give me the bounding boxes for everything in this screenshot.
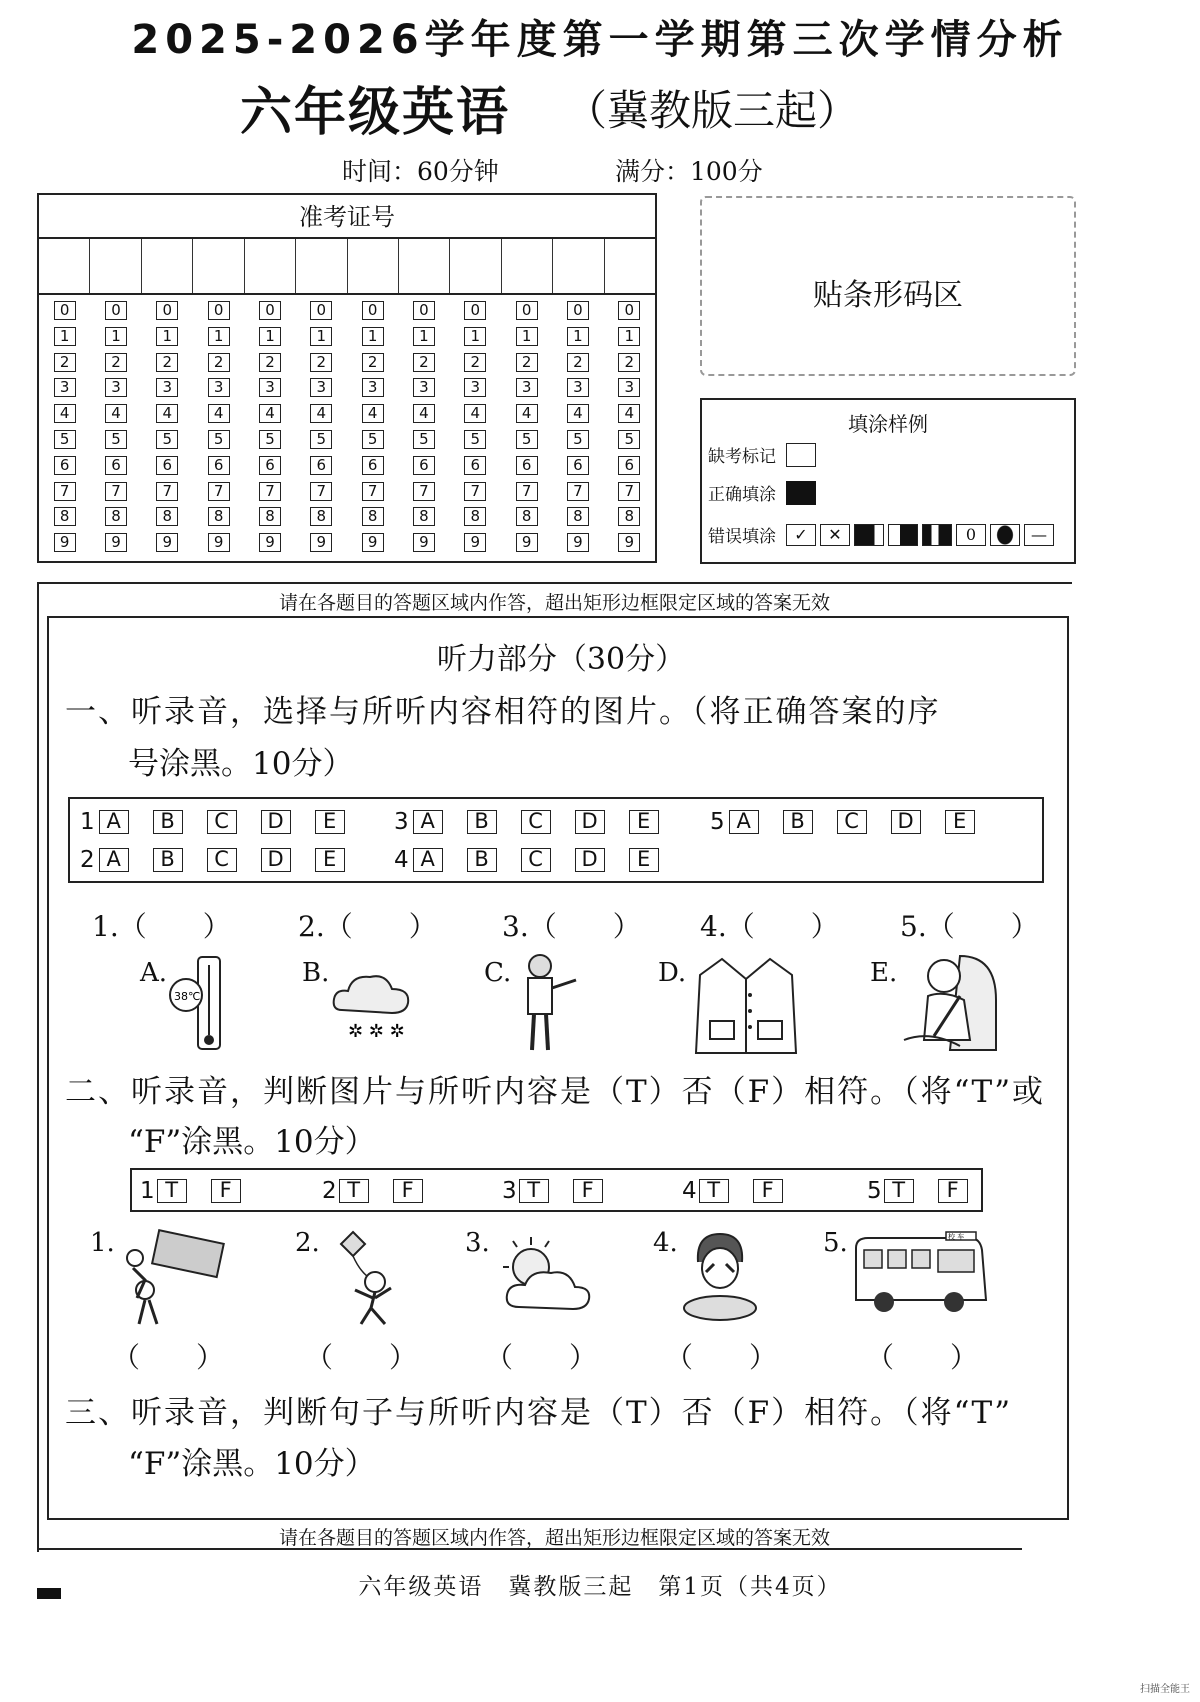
q1-option-bubble[interactable]: E xyxy=(629,810,659,834)
q1-answer-row xyxy=(710,809,999,835)
ticket-digit-bubble[interactable]: 9 xyxy=(259,533,281,552)
ticket-digit-bubble[interactable]: 6 xyxy=(208,456,230,475)
ticket-write-cell[interactable] xyxy=(502,239,553,293)
sun-cloud-picture xyxy=(495,1235,593,1317)
ticket-digit-bubble[interactable]: 4 xyxy=(567,404,589,423)
svg-text:✲ ✲ ✲: ✲ ✲ ✲ xyxy=(348,1021,405,1042)
q2-tf-bubble[interactable]: F xyxy=(753,1179,783,1203)
exam-title: 2025-2026学年度第一学期第三次学情分析 xyxy=(131,17,1069,63)
q1-item-number: 1 xyxy=(80,809,95,835)
ticket-write-cell[interactable] xyxy=(245,239,296,293)
q1-title-cont: 号涂黑。10分） xyxy=(128,746,354,782)
q2-title: 二、听录音，判断图片与所听内容是（T）否（F）相符。（将“T”或 xyxy=(65,1074,1046,1110)
ticket-digit-bubble[interactable]: 0 xyxy=(516,301,538,320)
q1-option-bubble[interactable]: C xyxy=(207,848,237,872)
line-mark-icon: — xyxy=(1024,524,1054,546)
watermark-label: 扫描全能王 xyxy=(1140,1684,1190,1695)
ticket-digit-bubble[interactable]: 3 xyxy=(105,378,127,397)
ticket-digit-bubble[interactable]: 3 xyxy=(618,378,640,397)
q1-item-number: 2 xyxy=(80,847,95,873)
ticket-digit-bubble[interactable]: 2 xyxy=(362,353,384,372)
ticket-digit-bubble[interactable]: 5 xyxy=(156,430,178,449)
ticket-digit-column xyxy=(39,301,90,559)
ticket-digit-bubble[interactable]: 7 xyxy=(464,482,486,501)
q1-option-bubble[interactable]: A xyxy=(729,810,759,834)
ticket-digit-bubble[interactable]: 1 xyxy=(105,327,127,346)
ticket-digit-bubble[interactable]: 7 xyxy=(54,482,76,501)
ticket-digit-bubble[interactable]: 6 xyxy=(516,456,538,475)
ticket-digit-bubble[interactable]: 9 xyxy=(54,533,76,552)
ticket-write-cell[interactable] xyxy=(39,239,90,293)
ticket-digit-bubble[interactable]: 1 xyxy=(54,327,76,346)
ticket-digit-bubble[interactable]: 0 xyxy=(259,301,281,320)
ticket-write-cell[interactable] xyxy=(450,239,501,293)
ticket-digit-bubble[interactable]: 1 xyxy=(413,327,435,346)
ticket-digit-bubble[interactable]: 6 xyxy=(259,456,281,475)
q2-item-number: 5 xyxy=(867,1178,882,1204)
q1-picture-label: B. xyxy=(302,958,330,988)
ticket-digit-bubble[interactable]: 5 xyxy=(208,430,230,449)
q1-option-bubble[interactable]: D xyxy=(261,810,291,834)
ticket-digit-bubble[interactable]: 8 xyxy=(310,507,332,526)
ticket-digit-bubble[interactable]: 2 xyxy=(259,353,281,372)
thermometer-text: 38℃ xyxy=(174,990,201,1003)
ticket-digit-column xyxy=(193,301,244,559)
ticket-digit-column xyxy=(142,301,193,559)
ticket-digit-bubble[interactable]: 3 xyxy=(310,378,332,397)
ticket-digit-bubble[interactable]: 0 xyxy=(105,301,127,320)
ticket-digit-bubble[interactable]: 8 xyxy=(259,507,281,526)
score-label: 满分：100分 xyxy=(615,157,763,186)
q1-picture-label: D. xyxy=(658,958,687,988)
ticket-digit-column xyxy=(604,301,655,559)
ticket-digit-bubble[interactable]: 4 xyxy=(259,404,281,423)
q2-item-number: 3 xyxy=(502,1178,517,1204)
ticket-digit-bubble[interactable]: 9 xyxy=(516,533,538,552)
ticket-digit-bubble[interactable]: 9 xyxy=(618,533,640,552)
q2-tf-bubble[interactable]: F xyxy=(938,1179,968,1203)
q1-option-bubble[interactable]: B xyxy=(153,810,183,834)
ticket-digit-bubble[interactable]: 6 xyxy=(618,456,640,475)
ticket-digit-bubble[interactable]: 6 xyxy=(54,456,76,475)
q1-option-bubble[interactable]: A xyxy=(413,848,443,872)
ticket-digit-bubble[interactable]: 5 xyxy=(362,430,384,449)
q2-answer-row xyxy=(140,1178,265,1204)
ticket-digit-bubble[interactable]: 6 xyxy=(310,456,332,475)
oval-mark-icon: 0 xyxy=(956,524,986,546)
ellipse-fill-icon xyxy=(990,524,1020,546)
ticket-digit-bubble[interactable]: 3 xyxy=(567,378,589,397)
ticket-digit-bubble[interactable]: 5 xyxy=(464,430,486,449)
ticket-digit-bubble[interactable]: 1 xyxy=(208,327,230,346)
half-fill-icon xyxy=(888,524,918,546)
q2-answer-box xyxy=(130,1168,983,1212)
ticket-digit-bubble[interactable]: 4 xyxy=(310,404,332,423)
boy-pointing-picture xyxy=(512,950,582,1060)
washing-face-picture xyxy=(680,1228,760,1328)
q1-option-bubble[interactable]: D xyxy=(891,810,921,834)
ticket-digit-bubble[interactable]: 0 xyxy=(54,301,76,320)
ticket-digit-bubble[interactable]: 5 xyxy=(105,430,127,449)
ticket-digit-bubble[interactable]: 4 xyxy=(105,404,127,423)
q2-tf-bubble[interactable]: F xyxy=(573,1179,603,1203)
listening-heading: 听力部分（30分） xyxy=(436,642,686,677)
ticket-digit-bubble[interactable]: 5 xyxy=(259,430,281,449)
ticket-digit-bubble[interactable]: 2 xyxy=(105,353,127,372)
ticket-digit-bubble[interactable]: 6 xyxy=(362,456,384,475)
ticket-digit-bubble[interactable]: 1 xyxy=(362,327,384,346)
ticket-digit-bubble[interactable]: 3 xyxy=(516,378,538,397)
q1-option-bubble[interactable]: A xyxy=(413,810,443,834)
q2-answer-blank[interactable]: （ ） xyxy=(866,1341,979,1374)
q2-picture-number: 1. xyxy=(90,1228,115,1258)
q1-option-bubble[interactable]: E xyxy=(629,848,659,872)
answer-notice-bottom: 请在各题目的答题区域内作答，超出矩形边框限定区域的答案无效 xyxy=(278,1527,830,1549)
ticket-digit-bubble[interactable]: 0 xyxy=(618,301,640,320)
q2-picture-number: 5. xyxy=(823,1228,848,1258)
q1-answer-blank[interactable]: 2.（ ） xyxy=(298,910,437,943)
ticket-digit-bubble[interactable]: 6 xyxy=(156,456,178,475)
ticket-digit-bubble[interactable]: 8 xyxy=(516,507,538,526)
sample-title: 填涂样例 xyxy=(848,412,928,436)
ticket-digit-bubble[interactable]: 2 xyxy=(208,353,230,372)
q1-option-bubble[interactable]: D xyxy=(575,848,605,872)
check-mark-icon: ✓ xyxy=(786,524,816,546)
snow-cloud-picture xyxy=(330,965,414,1045)
ticket-digit-column xyxy=(296,301,347,559)
q2-answer-row xyxy=(322,1178,447,1204)
ticket-digit-bubble[interactable]: 3 xyxy=(156,378,178,397)
q2-answer-row xyxy=(682,1178,807,1204)
q1-option-bubble[interactable]: B xyxy=(467,810,497,834)
ticket-digit-bubble[interactable]: 8 xyxy=(618,507,640,526)
ticket-digit-bubble[interactable]: 8 xyxy=(362,507,384,526)
q2-title-cont: “F”涂黑。10分） xyxy=(128,1124,376,1160)
ticket-digit-bubble[interactable]: 3 xyxy=(413,378,435,397)
ticket-digit-bubble[interactable]: 5 xyxy=(567,430,589,449)
q1-option-bubble[interactable]: C xyxy=(521,848,551,872)
ticket-digit-bubble[interactable]: 4 xyxy=(464,404,486,423)
q2-picture-number: 4. xyxy=(653,1228,678,1258)
q2-tf-bubble[interactable]: T xyxy=(519,1179,549,1203)
q1-answer-row xyxy=(394,809,683,835)
school-bus-picture xyxy=(850,1230,990,1320)
q1-answer-row xyxy=(80,847,369,873)
ticket-digit-bubble[interactable]: 0 xyxy=(208,301,230,320)
ticket-digit-bubble[interactable]: 7 xyxy=(208,482,230,501)
ticket-digit-bubble[interactable]: 9 xyxy=(208,533,230,552)
ticket-digit-bubble[interactable]: 9 xyxy=(156,533,178,552)
q3-title: 三、听录音，判断句子与所听内容是（T）否（F）相符。（将“T” xyxy=(65,1395,1013,1431)
ticket-label: 准考证号 xyxy=(39,195,655,239)
ticket-digit-bubble[interactable]: 8 xyxy=(105,507,127,526)
ticket-digit-bubble[interactable]: 0 xyxy=(567,301,589,320)
ticket-digit-bubble[interactable]: 2 xyxy=(156,353,178,372)
ticket-digit-bubble[interactable]: 2 xyxy=(310,353,332,372)
q2-tf-bubble[interactable]: T xyxy=(699,1179,729,1203)
q1-answer-blank[interactable]: 5.（ ） xyxy=(900,910,1039,943)
q2-item-number: 4 xyxy=(682,1178,697,1204)
q1-option-bubble[interactable]: D xyxy=(261,848,291,872)
ticket-write-cells xyxy=(39,239,655,295)
q1-option-bubble[interactable]: C xyxy=(207,810,237,834)
ticket-digit-bubble[interactable]: 1 xyxy=(567,327,589,346)
ticket-digit-bubble[interactable]: 8 xyxy=(208,507,230,526)
edition-label: （冀教版三起） xyxy=(565,86,860,135)
barcode-area xyxy=(700,196,1076,376)
ticket-digit-column xyxy=(398,301,449,559)
ticket-digit-bubble[interactable]: 2 xyxy=(567,353,589,372)
ticket-digit-bubble[interactable]: 3 xyxy=(362,378,384,397)
q3-title-cont: “F”涂黑。10分） xyxy=(128,1446,376,1482)
ticket-digit-bubble[interactable]: 8 xyxy=(54,507,76,526)
ticket-number-grid xyxy=(37,193,657,563)
ticket-digit-column xyxy=(347,301,398,559)
cardigan-picture xyxy=(692,955,800,1057)
q1-answer-box xyxy=(68,797,1044,883)
ticket-write-cell[interactable] xyxy=(142,239,193,293)
q1-option-bubble[interactable]: A xyxy=(99,848,129,872)
ticket-digit-bubble[interactable]: 6 xyxy=(413,456,435,475)
ticket-digit-bubble[interactable]: 3 xyxy=(464,378,486,397)
ticket-digit-column xyxy=(244,301,295,559)
ticket-write-cell[interactable] xyxy=(399,239,450,293)
q1-item-number: 4 xyxy=(394,847,409,873)
ticket-digit-bubble[interactable]: 9 xyxy=(413,533,435,552)
seatbelt-picture xyxy=(900,950,1000,1054)
ticket-digit-bubble[interactable]: 8 xyxy=(413,507,435,526)
ticket-digit-bubble[interactable]: 3 xyxy=(54,378,76,397)
answer-notice-top: 请在各题目的答题区域内作答，超出矩形边框限定区域的答案无效 xyxy=(278,592,830,614)
kids-playing-picture xyxy=(115,1228,227,1328)
q1-answer-blank[interactable]: 4.（ ） xyxy=(700,910,839,943)
q1-option-bubble[interactable]: E xyxy=(315,810,345,834)
q1-answer-row xyxy=(80,809,369,835)
ticket-digit-bubble[interactable]: 2 xyxy=(413,353,435,372)
ticket-digit-bubble[interactable]: 9 xyxy=(464,533,486,552)
ticket-digit-bubble[interactable]: 8 xyxy=(156,507,178,526)
ticket-digit-bubble[interactable]: 1 xyxy=(156,327,178,346)
ticket-digit-column xyxy=(90,301,141,559)
ticket-digit-bubble[interactable]: 5 xyxy=(618,430,640,449)
q2-tf-bubble[interactable]: T xyxy=(157,1179,187,1203)
bus-sign: 校 车 xyxy=(948,1233,965,1241)
thermometer-picture xyxy=(168,955,238,1055)
time-label: 时间：60分钟 xyxy=(342,157,499,186)
q1-picture-label: E. xyxy=(870,958,898,988)
ticket-digit-column xyxy=(552,301,603,559)
ticket-digit-bubble[interactable]: 7 xyxy=(310,482,332,501)
ticket-digit-bubble[interactable]: 1 xyxy=(516,327,538,346)
q1-item-number: 3 xyxy=(394,809,409,835)
barcode-label: 贴条形码区 xyxy=(813,278,963,313)
absent-label: 缺考标记 xyxy=(708,447,776,467)
ticket-digit-bubble[interactable]: 6 xyxy=(567,456,589,475)
q2-item-number: 2 xyxy=(322,1178,337,1204)
q1-answer-blank[interactable]: 3.（ ） xyxy=(502,910,641,943)
q2-item-number: 1 xyxy=(140,1178,155,1204)
ticket-digit-bubble[interactable]: 8 xyxy=(567,507,589,526)
ticket-digit-bubble[interactable]: 4 xyxy=(516,404,538,423)
ticket-digit-bubble[interactable]: 7 xyxy=(618,482,640,501)
q1-option-bubble[interactable]: C xyxy=(521,810,551,834)
ticket-write-cell[interactable] xyxy=(296,239,347,293)
wrong-label: 错误填涂 xyxy=(708,527,776,547)
ticket-digit-bubble[interactable]: 0 xyxy=(310,301,332,320)
q1-item-number: 5 xyxy=(710,809,725,835)
ticket-digit-bubble[interactable]: 8 xyxy=(464,507,486,526)
ticket-digit-bubble[interactable]: 2 xyxy=(618,353,640,372)
ticket-digit-bubble[interactable]: 1 xyxy=(464,327,486,346)
ticket-digit-bubble[interactable]: 7 xyxy=(105,482,127,501)
ticket-digit-bubble[interactable]: 4 xyxy=(156,404,178,423)
q1-answer-blank[interactable]: 1.（ ） xyxy=(92,910,231,943)
ticket-digit-bubble[interactable]: 4 xyxy=(413,404,435,423)
q2-answer-row xyxy=(502,1178,627,1204)
ticket-digit-bubble[interactable]: 7 xyxy=(156,482,178,501)
q2-answer-blank[interactable]: （ ） xyxy=(112,1341,225,1374)
ticket-digit-bubble[interactable]: 0 xyxy=(156,301,178,320)
q1-option-bubble[interactable]: D xyxy=(575,810,605,834)
ticket-digit-bubble[interactable]: 2 xyxy=(54,353,76,372)
q1-option-bubble[interactable]: E xyxy=(945,810,975,834)
q2-tf-bubble[interactable]: T xyxy=(339,1179,369,1203)
kite-picture xyxy=(325,1228,405,1328)
ticket-digit-bubble[interactable]: 7 xyxy=(516,482,538,501)
cross-mark-icon: ✕ xyxy=(820,524,850,546)
ticket-write-cell[interactable] xyxy=(90,239,141,293)
ticket-digit-bubble[interactable]: 5 xyxy=(413,430,435,449)
q1-option-bubble[interactable]: B xyxy=(153,848,183,872)
ticket-digit-bubble[interactable]: 5 xyxy=(54,430,76,449)
absent-checkbox[interactable] xyxy=(786,443,816,467)
ticket-digit-bubble[interactable]: 7 xyxy=(259,482,281,501)
ticket-digit-bubble[interactable]: 7 xyxy=(362,482,384,501)
ticket-digit-bubbles xyxy=(39,295,655,559)
subject-title: 六年级英语 xyxy=(240,82,511,143)
ticket-digit-bubble[interactable]: 4 xyxy=(208,404,230,423)
ticket-digit-bubble[interactable]: 7 xyxy=(567,482,589,501)
q1-option-bubble[interactable]: B xyxy=(467,848,497,872)
ticket-digit-bubble[interactable]: 5 xyxy=(516,430,538,449)
ticket-digit-bubble[interactable]: 0 xyxy=(362,301,384,320)
q2-answer-blank[interactable]: （ ） xyxy=(665,1341,778,1374)
ticket-write-cell[interactable] xyxy=(193,239,244,293)
ticket-digit-bubble[interactable]: 1 xyxy=(618,327,640,346)
bar-fill-icon xyxy=(922,524,952,546)
ticket-digit-bubble[interactable]: 9 xyxy=(362,533,384,552)
ticket-digit-bubble[interactable]: 6 xyxy=(464,456,486,475)
ticket-digit-bubble[interactable]: 2 xyxy=(464,353,486,372)
ticket-digit-bubble[interactable]: 4 xyxy=(362,404,384,423)
q1-option-bubble[interactable]: B xyxy=(783,810,813,834)
ticket-digit-bubble[interactable]: 7 xyxy=(413,482,435,501)
q1-option-bubble[interactable]: E xyxy=(315,848,345,872)
q2-answer-blank[interactable]: （ ） xyxy=(485,1341,598,1374)
ticket-write-cell[interactable] xyxy=(553,239,604,293)
q1-title: 一、听录音，选择与所听内容相符的图片。（将正确答案的序 xyxy=(65,694,941,730)
q2-picture-number: 2. xyxy=(295,1228,320,1258)
q1-picture-label: A. xyxy=(140,958,168,988)
ticket-digit-bubble[interactable]: 2 xyxy=(516,353,538,372)
ticket-digit-bubble[interactable]: 9 xyxy=(105,533,127,552)
ticket-write-cell[interactable] xyxy=(605,239,655,293)
q2-answer-blank[interactable]: （ ） xyxy=(305,1341,418,1374)
q2-picture-number: 3. xyxy=(465,1228,490,1258)
q1-picture-label: C. xyxy=(484,958,512,988)
q1-option-bubble[interactable]: C xyxy=(837,810,867,834)
ticket-digit-bubble[interactable]: 4 xyxy=(54,404,76,423)
ticket-digit-bubble[interactable]: 0 xyxy=(464,301,486,320)
fill-sample xyxy=(700,398,1076,564)
page-footer: 六年级英语 冀教版三起 第1页（共4页） xyxy=(358,1574,842,1600)
ticket-digit-bubble[interactable]: 4 xyxy=(618,404,640,423)
q1-answer-row xyxy=(394,847,683,873)
correct-label: 正确填涂 xyxy=(708,485,776,505)
ticket-digit-bubble[interactable]: 1 xyxy=(310,327,332,346)
q2-tf-bubble[interactable]: F xyxy=(393,1179,423,1203)
q2-tf-bubble[interactable]: F xyxy=(211,1179,241,1203)
ticket-digit-bubble[interactable]: 3 xyxy=(208,378,230,397)
ticket-digit-bubble[interactable]: 9 xyxy=(310,533,332,552)
ticket-digit-bubble[interactable]: 3 xyxy=(259,378,281,397)
correct-fill-example xyxy=(786,481,816,505)
ticket-digit-bubble[interactable]: 6 xyxy=(105,456,127,475)
ticket-digit-column xyxy=(450,301,501,559)
ticket-digit-column xyxy=(501,301,552,559)
ticket-digit-bubble[interactable]: 9 xyxy=(567,533,589,552)
partial-fill-icon xyxy=(854,524,884,546)
q2-answer-row xyxy=(867,1178,992,1204)
q1-option-bubble[interactable]: A xyxy=(99,810,129,834)
ticket-digit-bubble[interactable]: 1 xyxy=(259,327,281,346)
ticket-digit-bubble[interactable]: 5 xyxy=(310,430,332,449)
ticket-digit-bubble[interactable]: 0 xyxy=(413,301,435,320)
ticket-write-cell[interactable] xyxy=(348,239,399,293)
q2-tf-bubble[interactable]: T xyxy=(884,1179,914,1203)
